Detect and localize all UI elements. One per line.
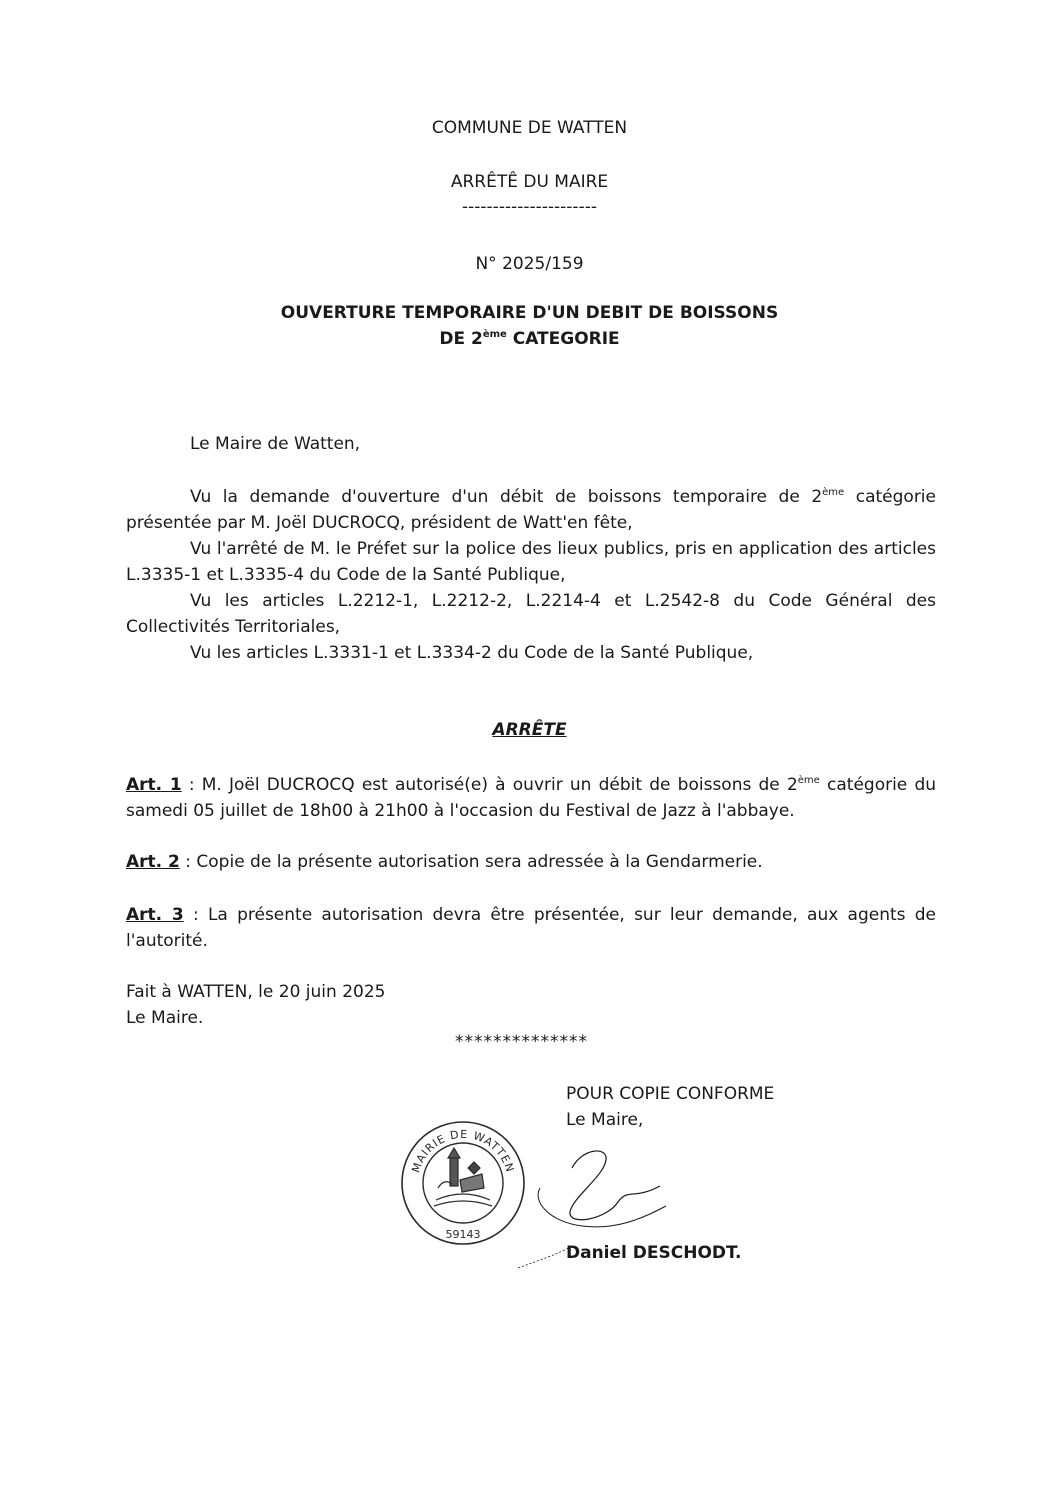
object-line-2: DE 2ème CATEGORIE xyxy=(439,329,620,349)
vu-clause-3: Vu les articles L.2212-1, L.2212-2, L.2214-4 et L.2542-8 du Code Général des Collectivités Territoriales, xyxy=(126,591,936,637)
salutation: Le Maire de Watten, xyxy=(190,434,361,454)
seal-top-text: MAIRIE DE WATTEN xyxy=(409,1127,517,1175)
signature-tail-stroke xyxy=(518,1246,572,1268)
arrete-title: ARRÊTÊ DU MAIRE xyxy=(450,172,609,192)
copy-conforme-role: Le Maire, xyxy=(566,1110,644,1130)
vu-clause-2: Vu l'arrêté de M. le Préfet sur la police des lieux publics, pris en application des articles L.3335-1 et L.3335-4 du Code de la Santé Publique, xyxy=(126,539,936,585)
article-1-label: Art. 1 xyxy=(126,775,182,795)
vu-clause-1: Vu la demande d'ouverture d'un débit de boissons temporaire de 2ème catégorie présentée par M. Joël DUCROCQ, président de Watt'en fête, xyxy=(126,487,936,533)
seal-bottom-text: 59143 xyxy=(445,1228,481,1241)
signature-loop-stroke xyxy=(538,1188,666,1227)
decision-heading: ARRÊTE xyxy=(492,720,567,740)
article-2: Art. 2 : Copie de la présente autorisation sera adressée à la Gendarmerie. xyxy=(126,852,763,872)
arrete-number: N° 2025/159 xyxy=(475,254,584,274)
copy-conforme-label: POUR COPIE CONFORME xyxy=(566,1084,775,1104)
stars-separator: ************** xyxy=(455,1032,588,1052)
object-line-1: OUVERTURE TEMPORAIRE D'UN DEBIT DE BOISSONS xyxy=(280,303,779,323)
article-1: Art. 1 : M. Joël DUCROCQ est autorisé(e) à ouvrir un débit de boissons de 2ème catégorie du samedi 05 juillet de 18h00 à 21h00 à l'occasion du Festival de Jazz à l'abbaye. xyxy=(126,775,937,821)
commune-name: COMMUNE DE WATTEN xyxy=(431,118,628,138)
place-date: Fait à WATTEN, le 20 juin 2025 xyxy=(126,982,386,1002)
mairie-seal-stamp xyxy=(398,1118,528,1248)
vu-clause-4: Vu les articles L.3331-1 et L.3334-2 du Code de la Santé Publique, xyxy=(190,643,754,663)
seal-emblem-icon xyxy=(434,1148,492,1206)
signatory-role: Le Maire. xyxy=(126,1008,204,1028)
signature-main-stroke xyxy=(570,1151,660,1220)
mayor-signature xyxy=(510,1128,690,1278)
article-2-label: Art. 2 xyxy=(126,852,180,872)
article-3: Art. 3 : La présente autorisation devra être présentée, sur leur demande, aux agents de l'autorité. xyxy=(126,905,936,951)
signer-name: Daniel DESCHODT. xyxy=(566,1243,742,1263)
article-3-label: Art. 3 xyxy=(126,905,184,925)
title-separator: ---------------------- xyxy=(462,197,597,217)
